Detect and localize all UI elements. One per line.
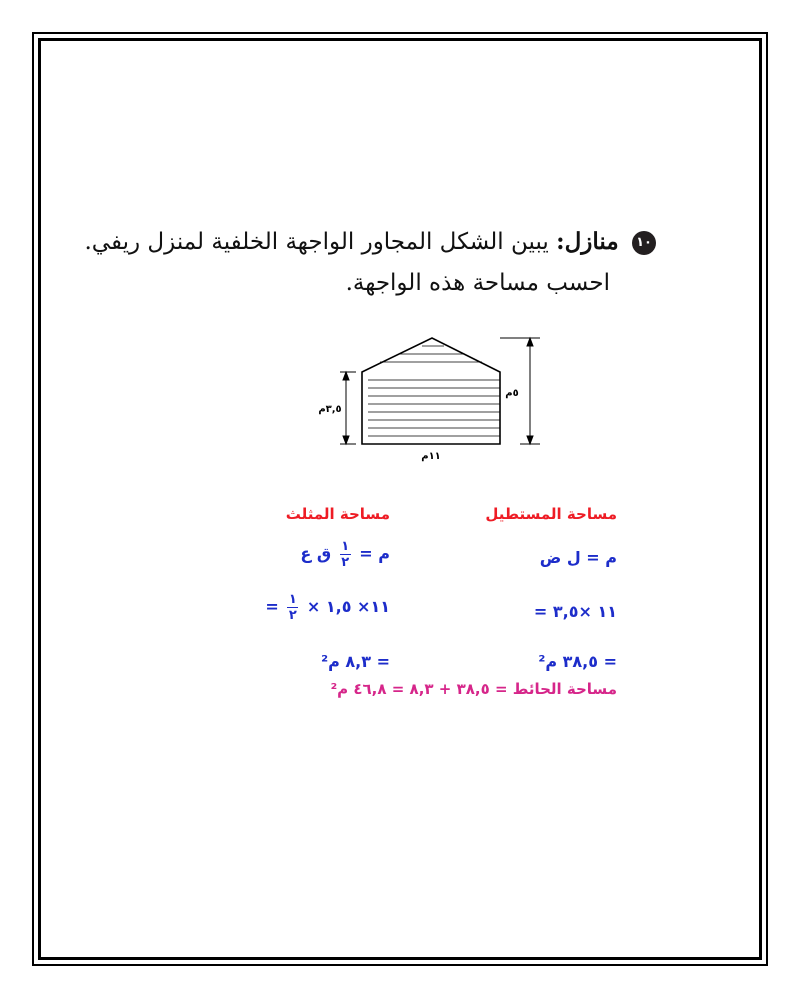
left-dimension-line — [340, 372, 356, 444]
rectangle-substitution: = ١١ ×٣,٥ — [533, 602, 617, 621]
dimension-label-left: ٣,٥م — [318, 404, 342, 415]
total-wall-area: مساحة الحائط = ٣٨,٥ + ٨,٣ = ٤٦,٨ م² — [330, 680, 617, 698]
triangle-area-formula — [300, 540, 390, 569]
triangle-formula-suffix: ق ع — [300, 544, 332, 563]
triangle-area-heading: مساحة المثلث — [285, 505, 390, 523]
dimension-label-right: ٥م — [505, 388, 519, 399]
triangle-sub-suffix: × ١١× ١,٥ — [306, 597, 390, 616]
fraction-numerator-2: ١ — [288, 592, 297, 607]
problem-text-line2: احسب مساحة هذه الواجهة. — [345, 270, 610, 296]
fraction-numerator: ١ — [341, 539, 350, 554]
one-half-fraction-2 — [287, 593, 298, 622]
problem-text-line1: يبين الشكل المجاور الواجهة الخلفية لمنزل ريفي. — [84, 229, 549, 255]
rectangle-area-formula: م = ل ض — [539, 548, 617, 567]
triangle-formula-prefix: م = — [359, 544, 390, 563]
inner-border — [38, 38, 762, 960]
triangle-result: = ٨,٣ م² — [321, 652, 390, 671]
problem-number-badge: ١٠ — [632, 231, 656, 255]
rectangle-area-heading: مساحة المستطيل — [485, 505, 617, 523]
house-figure — [300, 330, 560, 465]
rectangle-result: = ٣٨,٥ م² — [538, 652, 617, 671]
triangle-sub-prefix: = — [265, 597, 279, 616]
fraction-denominator: ٢ — [341, 555, 350, 570]
fraction-denominator-2: ٢ — [288, 608, 297, 623]
one-half-fraction — [340, 540, 351, 569]
dimension-label-bottom: ١١م — [421, 451, 441, 462]
problem-statement-line1 — [84, 228, 656, 255]
problem-keyword: منازل: — [556, 228, 619, 255]
triangle-substitution — [265, 593, 390, 622]
